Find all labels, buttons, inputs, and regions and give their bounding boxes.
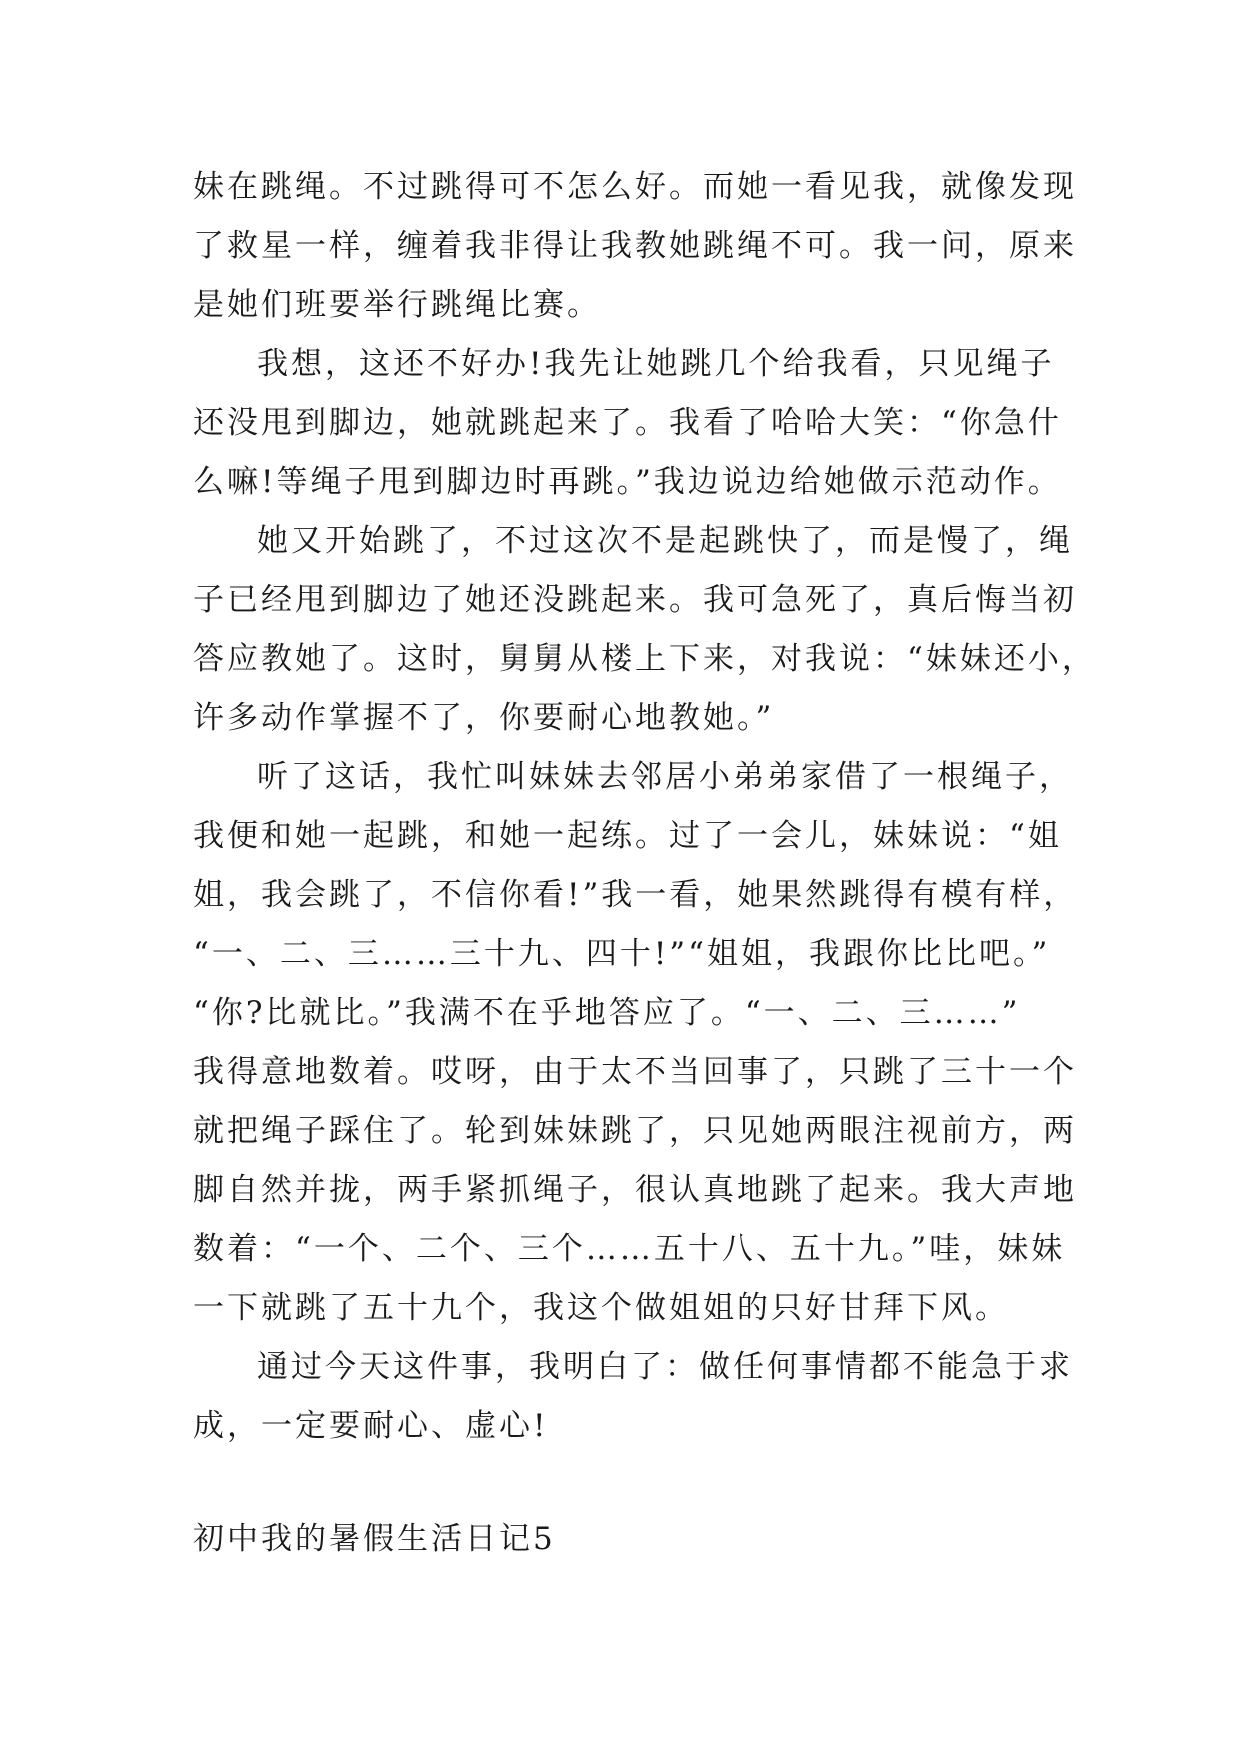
text-line: 是她们班要举行跳绳比赛。 — [193, 287, 601, 323]
text-line: 成，一定要耐心、虚心! — [193, 1408, 549, 1444]
text-line: 一下就跳了五十九个，我这个做姐姐的只好甘拜下风。 — [193, 1290, 1009, 1326]
text-line: 么嘛!等绳子甩到脚边时再跳。”我边说边给她做示范动作。 — [193, 464, 1062, 500]
text-line: 数着：“一个、二个、三个……五十八、五十九。”哇，妹妹 — [193, 1231, 1066, 1267]
section-title: 初中我的暑假生活日记5 — [193, 1521, 556, 1557]
paragraph-start-line: 听了这话，我忙叫妹妹去邻居小弟弟家借了一根绳子， — [257, 759, 1073, 795]
text-line: 答应教她了。这时，舅舅从楼上下来，对我说：“妹妹还小， — [193, 641, 1096, 677]
text-line: 还没甩到脚边，她就跳起来了。我看了哈哈大笑：“你急什 — [193, 405, 1062, 441]
text-line: 脚自然并拢，两手紧抓绳子，很认真地跳了起来。我大声地 — [193, 1172, 1077, 1208]
text-line: 许多动作掌握不了，你要耐心地教她。” — [193, 700, 775, 736]
diary-body — [193, 158, 1096, 1456]
text-line: 姐，我会跳了，不信你看!”我一看，她果然跳得有模有样， — [193, 877, 1078, 913]
text-line: 就把绳子踩住了。轮到妹妹跳了，只见她两眼注视前方，两 — [193, 1113, 1077, 1149]
paragraph-start-line: 通过今天这件事，我明白了：做任何事情都不能急于求 — [257, 1349, 1073, 1385]
paragraph-start-line: 她又开始跳了，不过这次不是起跳快了，而是慢了，绳 — [257, 523, 1073, 559]
text-line: 我得意地数着。哎呀，由于太不当回事了，只跳了三十一个 — [193, 1054, 1077, 1090]
text-line: 子已经甩到脚边了她还没跳起来。我可急死了，真后悔当初 — [193, 582, 1077, 618]
text-line: “一、二、三……三十九、四十!”“姐姐，我跟你比比吧。” — [193, 936, 1051, 972]
text-line: 妹在跳绳。不过跳得可不怎么好。而她一看见我，就像发现 — [193, 169, 1077, 205]
text-line: “你?比就比。”我满不在乎地答应了。“一、二、三……” — [193, 995, 1021, 1031]
paragraph-start-line: 我想，这还不好办!我先让她跳几个给我看，只见绳子 — [257, 346, 1055, 382]
text-line: 我便和她一起跳，和她一起练。过了一会儿，妹妹说：“姐 — [193, 818, 1062, 854]
text-line: 了救星一样，缠着我非得让我教她跳绳不可。我一问，原来 — [193, 228, 1077, 264]
